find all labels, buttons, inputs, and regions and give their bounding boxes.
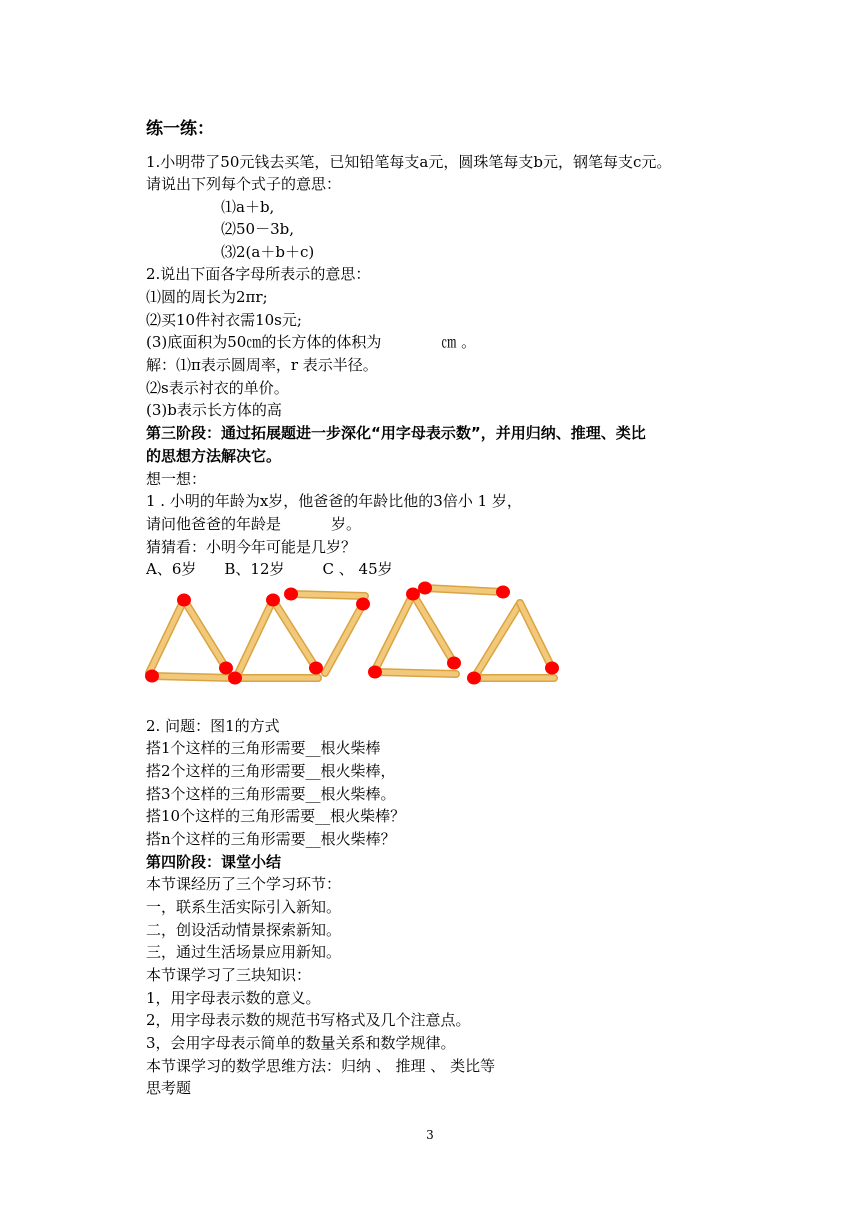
stage4-line: 2，用字母表示数的规范书写格式及几个注意点。 xyxy=(146,1011,471,1029)
option-c: C 、 45岁 xyxy=(322,560,393,578)
matchhead xyxy=(545,662,559,675)
practice-answer: (3)b表示长方体的高 xyxy=(146,401,282,419)
stage4-line: 一，联系生活实际引入新知。 xyxy=(146,898,342,916)
matchhead xyxy=(418,582,432,595)
stage3-q1-a: 1 . 小明的年龄为x岁，他爸爸的年龄比他的3倍小 1 岁， xyxy=(146,492,522,510)
matchhead xyxy=(309,662,323,675)
matchstick-body xyxy=(375,672,456,674)
stage4-line: 1，用字母表示数的意义。 xyxy=(146,989,321,1007)
problem2-line: 搭n个这样的三角形需要__根火柴棒？ xyxy=(146,830,396,848)
practice-q1-item: ⑵50－3b, xyxy=(221,220,295,238)
practice-answer: ⑵s表示衬衣的单价。 xyxy=(146,379,289,397)
stage3-q1-c-text: 岁。 xyxy=(331,515,362,533)
stage3-heading-line1: 第三阶段：通过拓展题进一步深化“用字母表示数”，并用归纳、推理、类比 xyxy=(146,424,646,442)
problem2-line: 搭2个这样的三角形需要__根火柴棒， xyxy=(146,762,396,780)
matchhead xyxy=(145,670,159,683)
matchhead xyxy=(228,672,242,685)
stage3-q1-b-text: 请问他爸爸的年龄是 xyxy=(146,515,282,533)
stage3-options xyxy=(146,559,393,579)
matchhead xyxy=(356,598,370,611)
matchstick-body xyxy=(474,603,520,678)
matchhead xyxy=(406,588,420,601)
matchhead xyxy=(177,594,191,607)
practice-q2-line1: 2.说出下面各字母所表示的意思： xyxy=(146,265,371,283)
problem2-line: 搭10个这样的三角形需要__根火柴棒？ xyxy=(146,807,406,825)
matchstick-triangles-figure xyxy=(140,578,570,690)
matchstick-body xyxy=(149,600,184,673)
stage4-line: 二，创设活动情景探索新知。 xyxy=(146,921,342,939)
practice-q2-item3-text: (3)底面积为50㎝的长方体的体积为 xyxy=(146,333,382,351)
matchstick-body xyxy=(325,604,363,673)
matchstick-body xyxy=(273,600,316,668)
matchhead xyxy=(219,662,233,675)
stage3-q1-b xyxy=(146,514,361,534)
matchstick-body xyxy=(152,676,233,678)
stage4-line: 本节课经历了三个学习环节： xyxy=(146,875,342,893)
problem2-line: 搭1个这样的三角形需要__根火柴棒 xyxy=(146,739,381,757)
stage4-line: 三，通过生活场景应用新知。 xyxy=(146,943,342,961)
practice-q1-item: ⑴a＋b, xyxy=(221,198,275,216)
stage4-heading: 第四阶段：课堂小结 xyxy=(146,853,282,871)
matchhead xyxy=(467,672,481,685)
matchstick-body xyxy=(374,594,413,672)
practice-q1-line1: 1.小明带了50元钱去买笔，已知铅笔每支a元，圆珠笔每支b元，钢笔每支c元。 xyxy=(146,153,672,171)
practice-q2-item3-unit: ㎝ 。 xyxy=(441,333,477,351)
stage3-heading-line2: 的思想方法解决它。 xyxy=(146,447,282,465)
practice-q2-item3 xyxy=(146,332,476,352)
problem2-line: 搭3个这样的三角形需要__根火柴棒。 xyxy=(146,785,396,803)
matchstick-body xyxy=(520,603,552,668)
page-number: 3 xyxy=(426,1128,434,1142)
practice-heading: 练一练： xyxy=(146,119,214,139)
matchhead xyxy=(266,594,280,607)
matchhead xyxy=(447,657,461,670)
stage3-think: 想一想： xyxy=(146,470,207,488)
matchhead xyxy=(496,586,510,599)
matchstick-body xyxy=(236,600,273,678)
stage4-line: 本节课学习了三块知识： xyxy=(146,966,312,984)
matchhead xyxy=(368,666,382,679)
matchhead xyxy=(284,588,298,601)
practice-q1-line2: 请说出下列每个式子的意思： xyxy=(146,175,342,193)
option-a: A、6岁 xyxy=(146,560,197,578)
matchstick-body xyxy=(184,600,226,668)
stage3-guess: 猜猜看：小明今年可能是几岁？ xyxy=(146,538,357,556)
problem2-line: 2. 问题：图1的方式 xyxy=(146,717,280,735)
practice-q1-item: ⑶2(a＋b＋c) xyxy=(221,243,315,261)
matchstick-layer xyxy=(149,588,554,678)
stage4-line: 本节课学习的数学思维方法：归纳 、 推理 、 类比等 xyxy=(146,1057,496,1075)
practice-q2-item: ⑴圆的周长为2πr; xyxy=(146,288,268,306)
practice-answer: 解：⑴π表示圆周率，r 表示半径。 xyxy=(146,356,378,374)
practice-q2-item: ⑵买10件衬衣需10s元; xyxy=(146,311,302,329)
matchstick-body xyxy=(291,594,365,596)
option-b: B、12岁 xyxy=(224,560,285,578)
stage4-line: 3，会用字母表示简单的数量关系和数学规律。 xyxy=(146,1034,456,1052)
matchstick-body xyxy=(413,594,454,663)
stage4-line: 思考题 xyxy=(146,1079,192,1097)
